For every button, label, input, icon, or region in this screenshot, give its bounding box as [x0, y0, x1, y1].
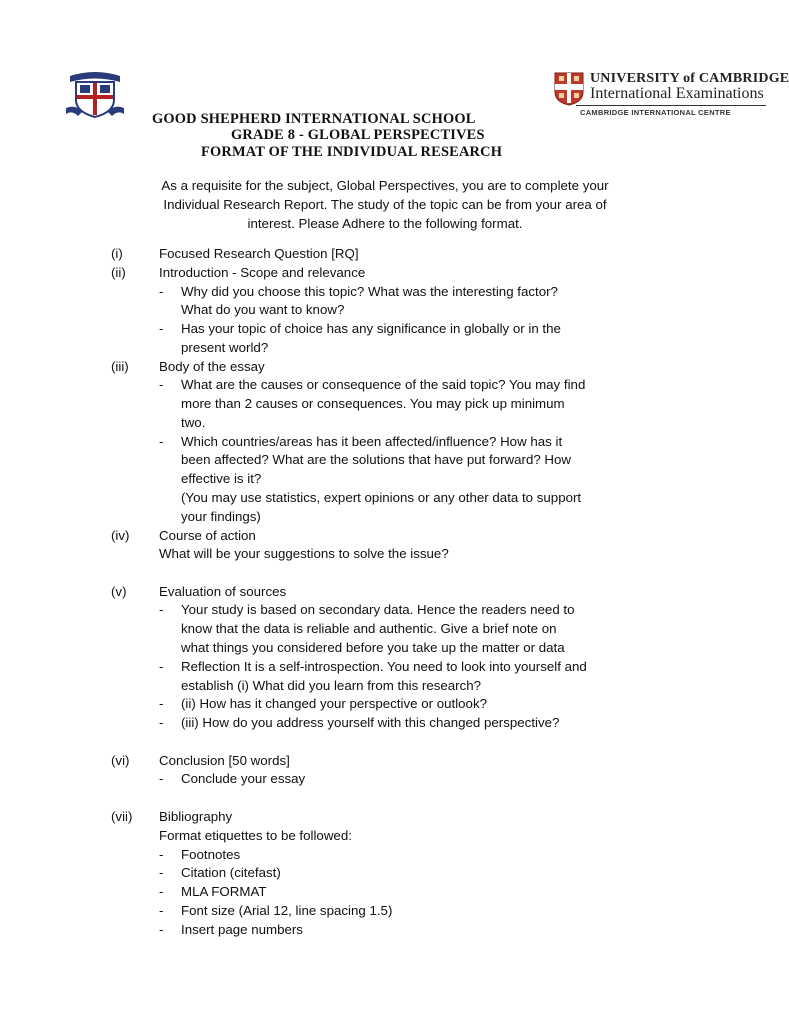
bullet-text: establish (i) What did you learn from this research?: [181, 678, 482, 693]
cambridge-shield-icon: [554, 72, 584, 106]
bullet-text: (ii) How has it changed your perspective or outlook?: [181, 696, 487, 711]
cambridge-divider: [576, 105, 766, 106]
bullet-text: two.: [181, 415, 206, 430]
bullet-dash: -: [159, 903, 164, 918]
document-title-heading: FORMAT OF THE INDIVIDUAL RESEARCH: [201, 144, 503, 160]
intro-line: Individual Research Report. The study of the topic can be from your area of: [163, 197, 607, 212]
section-number: (i): [111, 246, 123, 261]
bullet-dash: -: [159, 284, 164, 299]
bullet-text: Font size (Arial 12, line spacing 1.5): [181, 903, 393, 918]
section-number: (vi): [111, 753, 130, 768]
bullet-dash: -: [159, 434, 164, 449]
bullet-text: Citation (citefast): [181, 865, 281, 880]
section-number: (iv): [111, 528, 130, 543]
section-subtext: Format etiquettes to be followed:: [159, 828, 352, 843]
bullet-dash: -: [159, 847, 164, 862]
bullet-text: know that the data is reliable and authentic. Give a brief note on: [181, 621, 557, 636]
cambridge-logo: [554, 68, 789, 120]
bullet-text: what things you considered before you take up the matter or data: [181, 640, 565, 655]
bullet-text: Your study is based on secondary data. Hence the readers need to: [181, 602, 575, 617]
bullet-text: Which countries/areas has it been affected/influence? How has it: [181, 434, 563, 449]
section-title: Course of action: [159, 528, 256, 543]
section-number: (iii): [111, 359, 129, 374]
bullet-dash: -: [159, 771, 164, 786]
section-title: Focused Research Question [RQ]: [159, 246, 359, 261]
bullet-dash: -: [159, 659, 164, 674]
bullet-dash: -: [159, 321, 164, 336]
bullet-text: been affected? What are the solutions that have put forward? How: [181, 452, 572, 467]
bullet-text: Has your topic of choice has any significance in globally or in the: [181, 321, 561, 336]
bullet-text: Reflection It is a self-introspection. You need to look into yourself and: [181, 659, 587, 674]
section-title: Bibliography: [159, 809, 233, 824]
cambridge-centre: CAMBRIDGE INTERNATIONAL CENTRE: [580, 108, 731, 117]
intro-line: As a requisite for the subject, Global Perspectives, you are to complete your: [161, 178, 609, 193]
section-number: (v): [111, 584, 127, 599]
bullet-text: (You may use statistics, expert opinions or any other data to support: [181, 490, 582, 505]
cambridge-subtitle: International Examinations: [590, 85, 764, 102]
bullet-text: Why did you choose this topic? What was the interesting factor?: [181, 284, 558, 299]
bullet-text: more than 2 causes or consequences. You may pick up minimum: [181, 396, 565, 411]
bullet-text: present world?: [181, 340, 269, 355]
bullet-dash: -: [159, 602, 164, 617]
bullet-dash: -: [159, 377, 164, 392]
bullet-text: Conclude your essay: [181, 771, 306, 786]
bullet-text: effective is it?: [181, 471, 262, 486]
section-title: Conclusion [50 words]: [159, 753, 290, 768]
section-subtext: What will be your suggestions to solve the issue?: [159, 546, 449, 561]
bullet-text: (iii) How do you address yourself with this changed perspective?: [181, 715, 560, 730]
bullet-text: What do you want to know?: [181, 302, 345, 317]
section-number: (ii): [111, 265, 126, 280]
bullet-dash: -: [159, 696, 164, 711]
section-title: Body of the essay: [159, 359, 265, 374]
intro-paragraph: [111, 176, 659, 233]
school-crest-logo: [66, 70, 124, 118]
section-title: Evaluation of sources: [159, 584, 287, 599]
bullet-dash: -: [159, 715, 164, 730]
bullet-text: Footnotes: [181, 847, 241, 862]
bullet-dash: -: [159, 884, 164, 899]
school-name-heading: GOOD SHEPHERD INTERNATIONAL SCHOOL: [152, 111, 476, 127]
bullet-text: Insert page numbers: [181, 922, 303, 937]
grade-subject-heading: GRADE 8 - GLOBAL PERSPECTIVES: [231, 127, 485, 143]
bullet-text: your findings): [181, 509, 261, 524]
cambridge-name: UNIVERSITY of CAMBRIDGE: [590, 71, 789, 86]
section-title: Introduction - Scope and relevance: [159, 265, 366, 280]
bullet-dash: -: [159, 865, 164, 880]
bullet-text: What are the causes or consequence of the said topic? You may find: [181, 377, 586, 392]
bullet-dash: -: [159, 922, 164, 937]
section-number: (vii): [111, 809, 133, 824]
bullet-text: MLA FORMAT: [181, 884, 267, 899]
intro-line: interest. Please Adhere to the following format.: [247, 216, 523, 231]
